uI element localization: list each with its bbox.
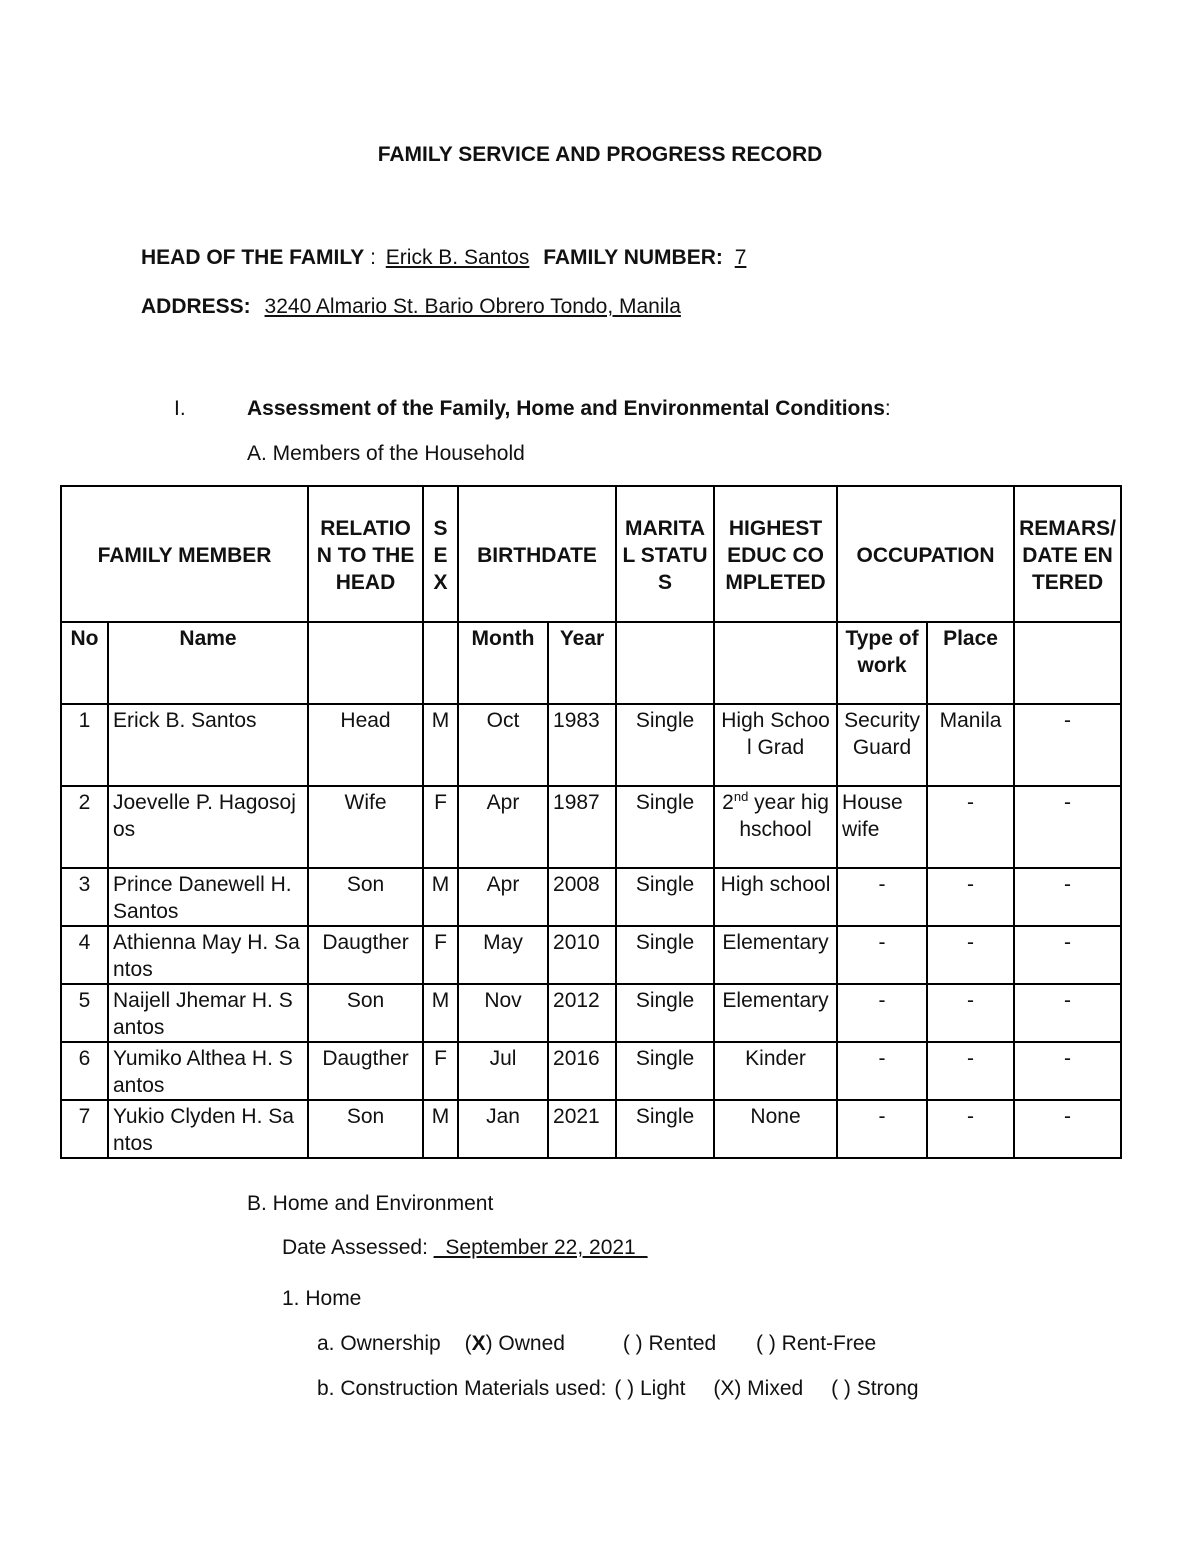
cell-remarks: -: [1014, 786, 1121, 868]
cell-year: 1987: [548, 786, 616, 868]
cell-place: -: [927, 1100, 1014, 1158]
cell-sex: M: [423, 704, 458, 786]
cell-remarks: -: [1014, 1100, 1121, 1158]
date-assessed-label: Date Assessed:: [282, 1236, 434, 1259]
header-birthdate: BIRTHDATE: [458, 486, 616, 622]
header-education: HIGHEST EDUC COMPLETED: [714, 486, 837, 622]
cell-name: Yukio Clyden H. Santos: [108, 1100, 308, 1158]
construction-light-option: ( ) Light: [614, 1377, 686, 1400]
cell-sex: M: [423, 1100, 458, 1158]
cell-name: Naijell Jhemar H. Santos: [108, 984, 308, 1042]
cell-place: -: [927, 868, 1014, 926]
cell-month: Oct: [458, 704, 548, 786]
cell-work: -: [837, 1042, 927, 1100]
cell-month: Nov: [458, 984, 548, 1042]
cell-name: Prince Danewell H. Santos: [108, 868, 308, 926]
cell-remarks: -: [1014, 984, 1121, 1042]
section-heading: [247, 397, 891, 421]
cell-place: -: [927, 1042, 1014, 1100]
subsection-a-heading: A. Members of the Household: [247, 442, 525, 465]
cell-name: Yumiko Althea H. Santos: [108, 1042, 308, 1100]
cell-education: None: [714, 1100, 837, 1158]
cell-no: 4: [61, 926, 108, 984]
ownership-owned-label: Owned: [498, 1332, 565, 1355]
home-heading: 1. Home: [282, 1287, 362, 1310]
cell-year: 1983: [548, 704, 616, 786]
ownership-line: [317, 1332, 876, 1356]
cell-relation: Daugther: [308, 1042, 423, 1100]
cell-sex: M: [423, 984, 458, 1042]
date-assessed-line: [282, 1236, 647, 1260]
ownership-owned-mark: X: [471, 1332, 486, 1355]
subheader-month: Month: [458, 622, 548, 704]
cell-education: Kinder: [714, 1042, 837, 1100]
subheader-place: Place: [927, 622, 1014, 704]
cell-no: 5: [61, 984, 108, 1042]
subheader-year: Year: [548, 622, 616, 704]
cell-marital: Single: [616, 704, 714, 786]
cell-month: May: [458, 926, 548, 984]
construction-mixed-option: (X) Mixed: [713, 1377, 804, 1400]
cell-education: 2nd year highschool: [714, 786, 837, 868]
cell-remarks: -: [1014, 1042, 1121, 1100]
table-row: [61, 786, 1121, 868]
cell-relation: Daugther: [308, 926, 423, 984]
cell-year: 2010: [548, 926, 616, 984]
cell-work: -: [837, 926, 927, 984]
header-marital-status: MARITAL STATUS: [616, 486, 714, 622]
cell-education: High School Grad: [714, 704, 837, 786]
cell-education: Elementary: [714, 984, 837, 1042]
page-title: FAMILY SERVICE AND PROGRESS RECORD: [377, 143, 823, 166]
ownership-rented-option: ( ) Rented: [622, 1332, 717, 1355]
address-value: 3240 Almario St. Bario Obrero Tondo, Manila: [264, 295, 681, 318]
cell-place: -: [927, 984, 1014, 1042]
cell-sex: M: [423, 868, 458, 926]
cell-education: High school: [714, 868, 837, 926]
subheader-empty: [423, 622, 458, 704]
ordinal-suffix: nd: [733, 789, 749, 804]
cell-month: Apr: [458, 868, 548, 926]
table-row: [61, 1042, 1121, 1100]
cell-month: Apr: [458, 786, 548, 868]
cell-remarks: -: [1014, 926, 1121, 984]
date-assessed-value: _September 22, 2021_: [433, 1236, 648, 1259]
header-relation: RELATION TO THE HEAD: [308, 486, 423, 622]
section-numeral: I.: [174, 397, 186, 420]
subheader-empty: [714, 622, 837, 704]
cell-work: -: [837, 984, 927, 1042]
address-line: [141, 295, 681, 319]
family-number-label: FAMILY NUMBER:: [543, 246, 723, 269]
cell-place: -: [927, 786, 1014, 868]
cell-relation: Son: [308, 868, 423, 926]
cell-relation: Son: [308, 984, 423, 1042]
cell-work: Security Guard: [837, 704, 927, 786]
cell-remarks: -: [1014, 868, 1121, 926]
subheader-empty: [308, 622, 423, 704]
cell-marital: Single: [616, 1042, 714, 1100]
cell-work: -: [837, 868, 927, 926]
head-of-family-separator: :: [370, 246, 376, 269]
header-sex: SEX: [423, 486, 458, 622]
address-label: ADDRESS:: [141, 295, 251, 318]
cell-work: -: [837, 1100, 927, 1158]
cell-marital: Single: [616, 868, 714, 926]
cell-year: 2008: [548, 868, 616, 926]
subsection-b-heading: B. Home and Environment: [247, 1192, 494, 1215]
cell-sex: F: [423, 926, 458, 984]
cell-month: Jul: [458, 1042, 548, 1100]
cell-relation: Wife: [308, 786, 423, 868]
cell-marital: Single: [616, 1100, 714, 1158]
header-occupation: OCCUPATION: [837, 486, 1014, 622]
head-of-family-line: [141, 246, 746, 270]
ownership-label: a. Ownership: [317, 1332, 441, 1355]
cell-relation: Head: [308, 704, 423, 786]
cell-marital: Single: [616, 786, 714, 868]
household-members-table: [60, 485, 1122, 1159]
table-row: [61, 704, 1121, 786]
cell-year: 2021: [548, 1100, 616, 1158]
subheader-empty: [616, 622, 714, 704]
table-row: [61, 984, 1121, 1042]
family-number-value: 7: [734, 246, 747, 269]
cell-name: Erick B. Santos: [108, 704, 308, 786]
header-row: [61, 486, 1121, 622]
subheader-name: Name: [108, 622, 308, 704]
subheader-type-of-work: Type of work: [837, 622, 927, 704]
cell-no: 7: [61, 1100, 108, 1158]
cell-sex: F: [423, 786, 458, 868]
cell-name: Joevelle P. Hagosojos: [108, 786, 308, 868]
construction-line: [317, 1377, 919, 1401]
cell-work: House wife: [837, 786, 927, 868]
cell-year: 2012: [548, 984, 616, 1042]
cell-month: Jan: [458, 1100, 548, 1158]
subheader-no: No: [61, 622, 108, 704]
head-of-family-label: HEAD OF THE FAMILY: [141, 246, 365, 269]
cell-remarks: -: [1014, 704, 1121, 786]
cell-education: Elementary: [714, 926, 837, 984]
cell-marital: Single: [616, 984, 714, 1042]
header-family-member: FAMILY MEMBER: [61, 486, 308, 622]
table-row: [61, 926, 1121, 984]
section-heading-colon: :: [884, 397, 891, 420]
cell-name: Athienna May H. Santos: [108, 926, 308, 984]
cell-no: 2: [61, 786, 108, 868]
cell-no: 1: [61, 704, 108, 786]
subheader-row: [61, 622, 1121, 704]
cell-no: 3: [61, 868, 108, 926]
section-heading-text: Assessment of the Family, Home and Environmental Conditions: [247, 397, 885, 420]
cell-no: 6: [61, 1042, 108, 1100]
cell-place: -: [927, 926, 1014, 984]
cell-place: Manila: [927, 704, 1014, 786]
head-of-family-value: Erick B. Santos: [385, 246, 530, 269]
table-row: [61, 1100, 1121, 1158]
subheader-empty: [1014, 622, 1121, 704]
table-row: [61, 868, 1121, 926]
ownership-rentfree-option: ( ) Rent-Free: [756, 1332, 877, 1355]
cell-relation: Son: [308, 1100, 423, 1158]
ownership-owned-option: (X) Owned: [464, 1332, 565, 1355]
header-remarks: REMARS/ DATE ENTERED: [1014, 486, 1121, 622]
construction-label: b. Construction Materials used:: [317, 1377, 607, 1400]
construction-strong-option: ( ) Strong: [831, 1377, 919, 1400]
cell-sex: F: [423, 1042, 458, 1100]
cell-year: 2016: [548, 1042, 616, 1100]
cell-marital: Single: [616, 926, 714, 984]
